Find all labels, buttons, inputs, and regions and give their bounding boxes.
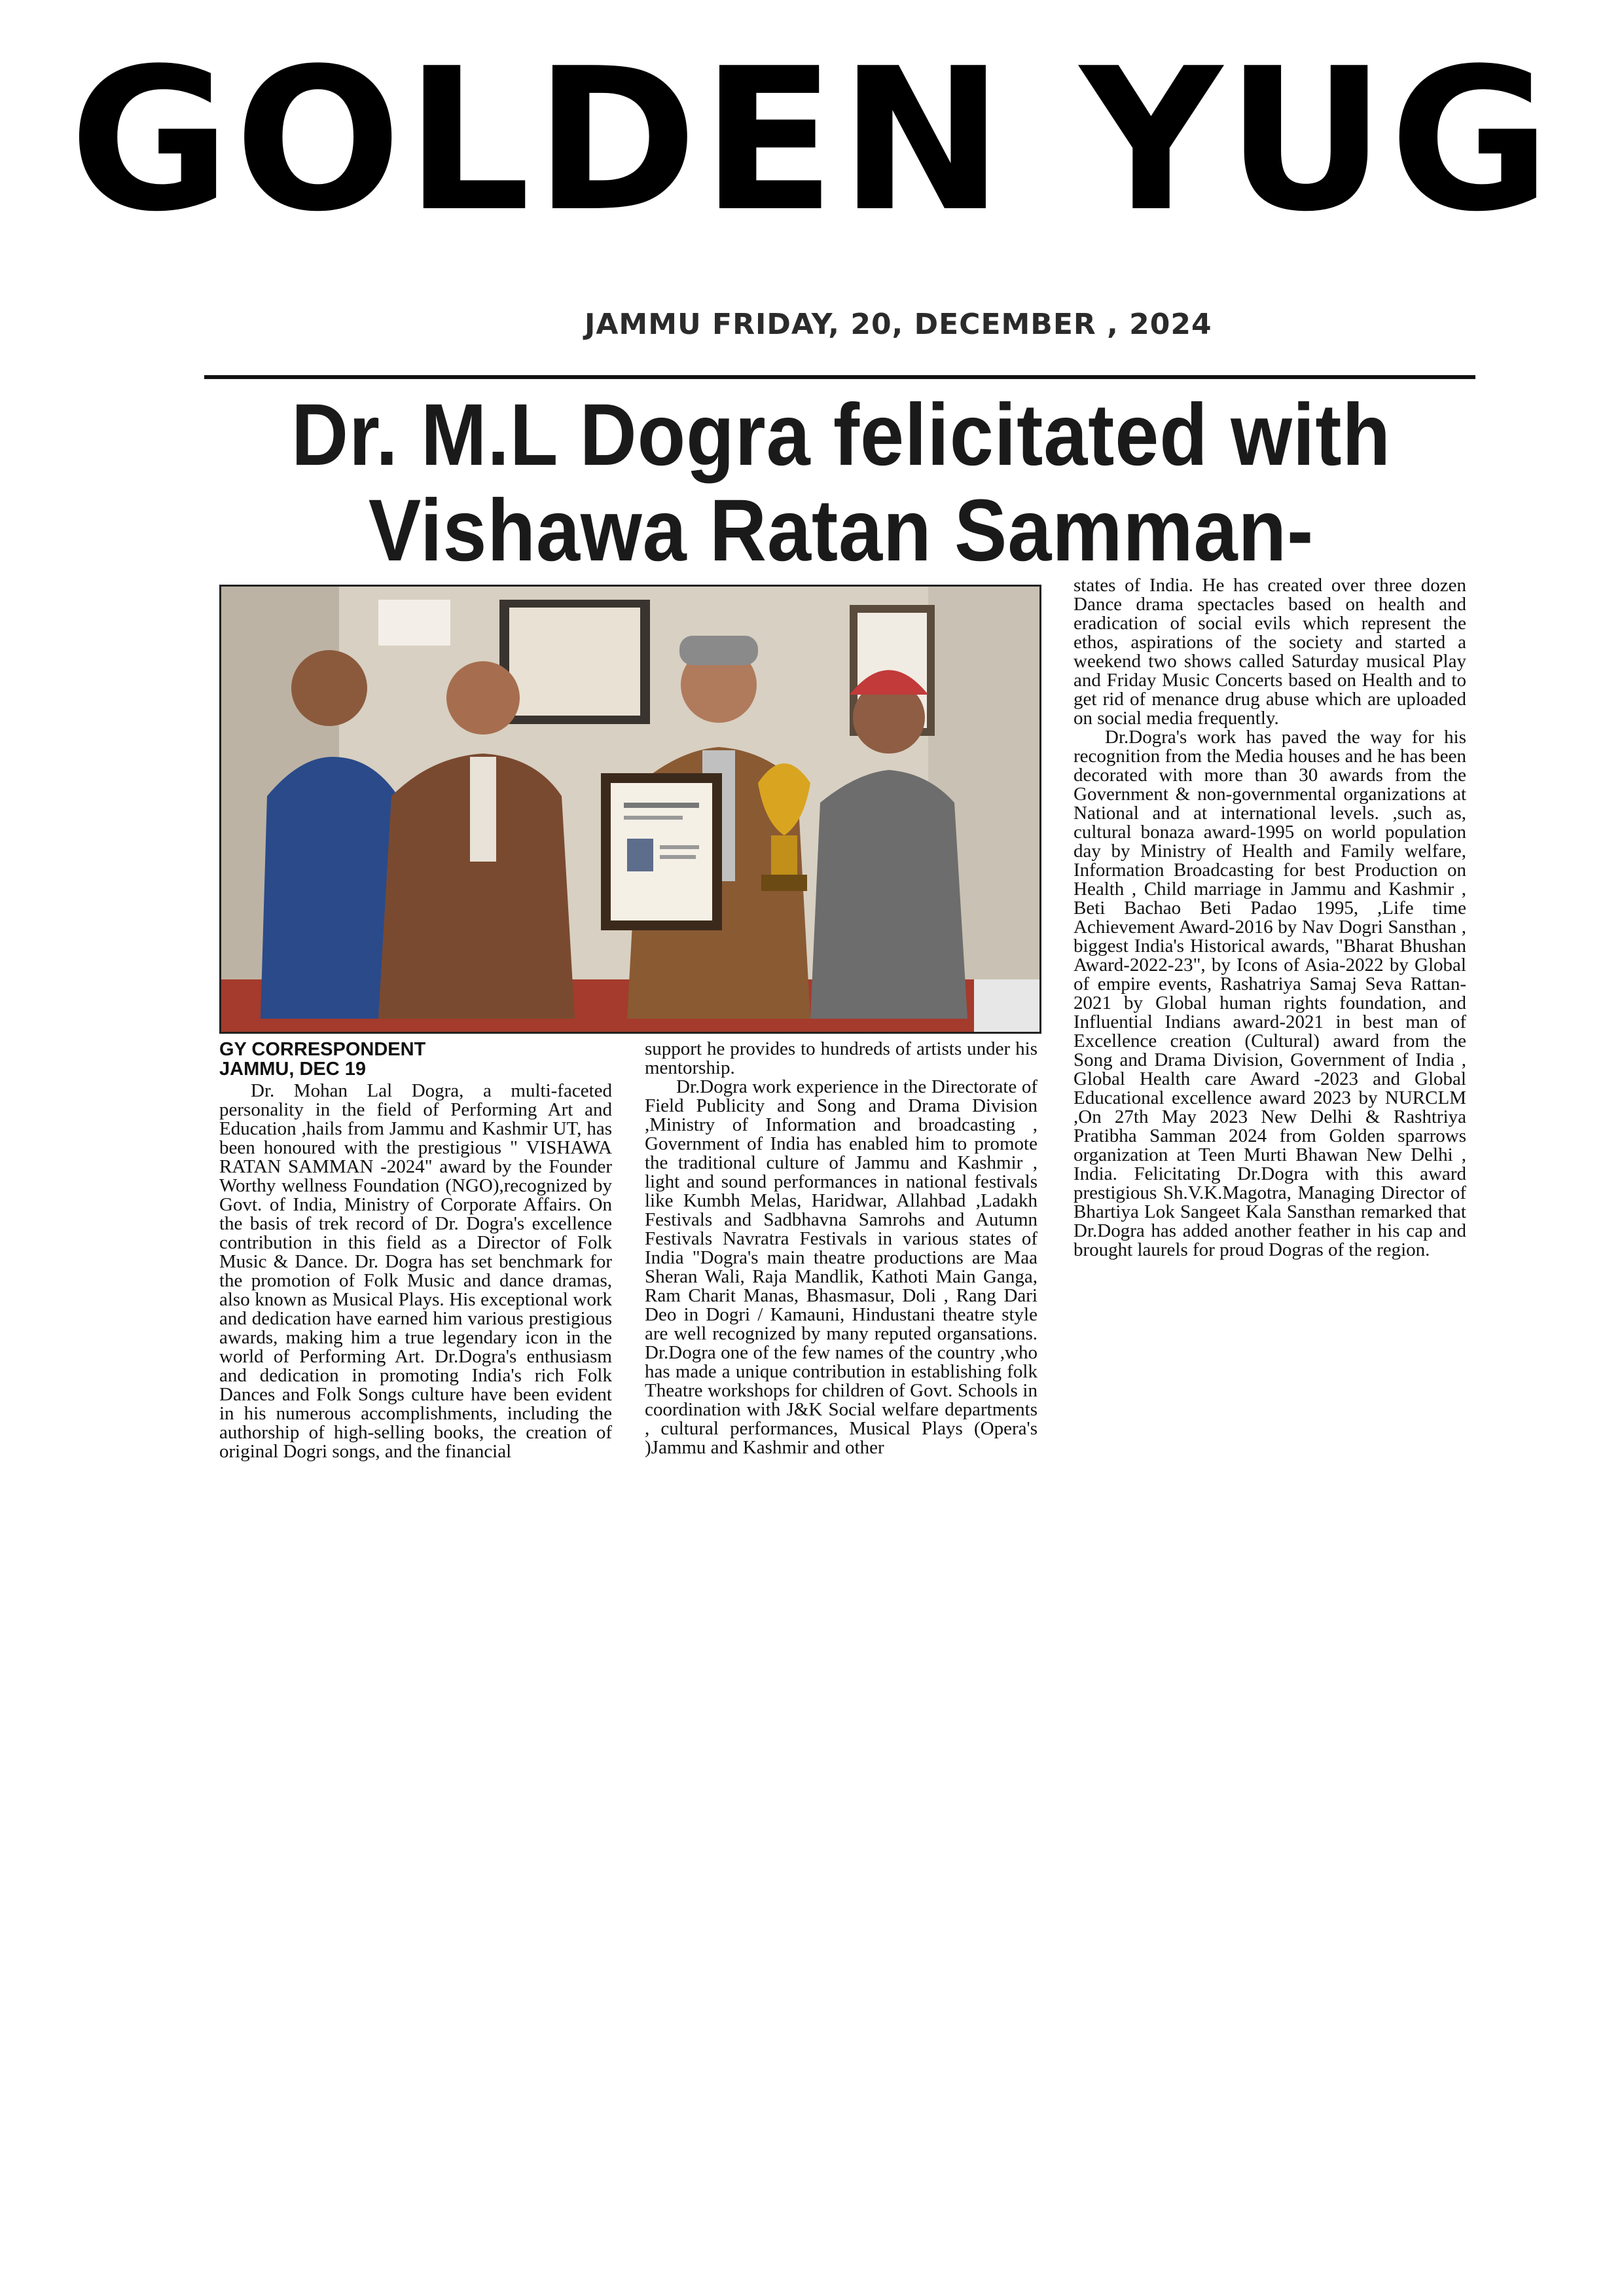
headline-line-2: Vishawa Ratan Samman- [368, 482, 1314, 579]
article-paragraph: Dr.Dogra work experience in the Directorate of Field Publicity and Song and Drama Division ,Ministry of Information and broadcasting , Government of India has enabled him to promote the traditional culture of Jammu and Kashmir , light and sound performances in national festivals like Kumbh Melas, Haridwar, Allahbad ,Ladakh Festivals and Sadbhavna Samrohs and Autumn Festivals Navratra Festivals in various states of India "Dogra's main theatre productions are Maa Sheran Wali, Raja Mandlik, Kathoti Main Ganga, Ram Charit Manas, Bhasmasur, Doli , Rang Dari Deo in Dogri / Kamauni, Hindustani theatre style are well recognized by many reputed organsations. Dr.Dogra one of the few names of the country ,who has made a unique contribution in establishing folk Theatre workshops for children of Govt. Schools in coordination with J&K Social welfare departments , cultural performances, Musical Plays (Opera's )Jammu and Kashmir and other [645, 1076, 1038, 1458]
article-photo [219, 585, 1041, 1034]
article-paragraph: Dr.Dogra's work has paved the way for his recognition from the Media houses and he has been decorated with more than 30 awards from the Government & non-governmental organizations at National and at international levels. ,such as, cultural bonaza award-1995 on world population day by Ministry of Health and Family welfare, Information Broadcasting for best Production on Health , Child marriage in Jammu and Kashmir , Beti Bachao Beti Padao 1995, ,Life time Achievement Award-2016 by Nav Dogri Sansthan , biggest India's Historical awards, "Bharat Bhushan Award-2022-23", by Icons of Asia-2022 by Global of empire events, Rashatriya Samaj Seva Rattan-2021 by Global human rights foundation, and Influential Indians award-2021 in best man of Excellence creation (Cultural) award from the Song and Drama Division, Government of India , Global Health care Award -2023 and Global Educational excellence award 2023 by NURCLM ,On 27th May 2023 New Delhi & Rashtriya Pratibha Samman 2024 from Golden sparrows organization at Teen Murti Bhawan New Delhi , India. Felicitating Dr.Dogra with this award prestigious Sh.V.K.Magotra, Managing Director of Bhartiya Lok Sangeet Kala Sansthan remarked that Dr.Dogra has added another feather in his cap and brought laurels for proud Dogras of the region. [1074, 727, 1466, 1260]
article-column-2 [645, 1040, 1038, 1457]
newspaper-masthead: GOLDEN YUG [69, 26, 1555, 255]
photo-illustration [221, 587, 1039, 1032]
article-paragraph: states of India. He has created over three dozen Dance drama spectacles based on health and eradication of social evils which represent the ethos, aspirations of the society and started a weekend two shows called Saturday musical Play and Friday Music Concerts based on Health and to get rid of menance drug abuse which are uploaded on social media frequently. [1074, 575, 1466, 729]
article-column-3 [1074, 576, 1466, 1260]
headline-line-1: Dr. M.L Dogra felicitated with [291, 386, 1391, 484]
byline-author: GY CORRESPONDENT [219, 1039, 426, 1060]
header-rule [204, 375, 1475, 379]
article-paragraph: support he provides to hundreds of artists under his mentorship. [645, 1038, 1038, 1078]
dateline: JAMMU FRIDAY, 20, DECEMBER , 2024 [585, 308, 1212, 341]
byline [219, 1040, 425, 1079]
article-column-1 [219, 1082, 612, 1461]
article-paragraph: Dr. Mohan Lal Dogra, a multi-faceted personality in the field of Performing Art and Education ,hails from Jammu and Kashmir UT, has been honoured with the prestigious " VISHAWA RATAN SAMMAN -2024" award by the Founder Worthy wellness Foundation (NGO),recognized by Govt. of India, Ministry of Corporate Affairs. On the basis of trek record of Dr. Dogra's excellence contribution in this field as a Director of Folk Music & Dance. Dr. Dogra has set benchmark for the promotion of Folk Music and dance dramas, also known as Musical Plays. His exceptional work and dedication have earned him various prestigious awards, making him a true legendary icon in the world of Performing Art. Dr.Dogra's enthusiasm and dedication in promoting India's rich Folk Dances and Folk Songs culture have been evident in his numerous accomplishments, including the authorship of high-selling books, the creation of original Dogri songs, and the financial [219, 1080, 612, 1462]
byline-place: JAMMU, DEC 19 [219, 1059, 366, 1080]
